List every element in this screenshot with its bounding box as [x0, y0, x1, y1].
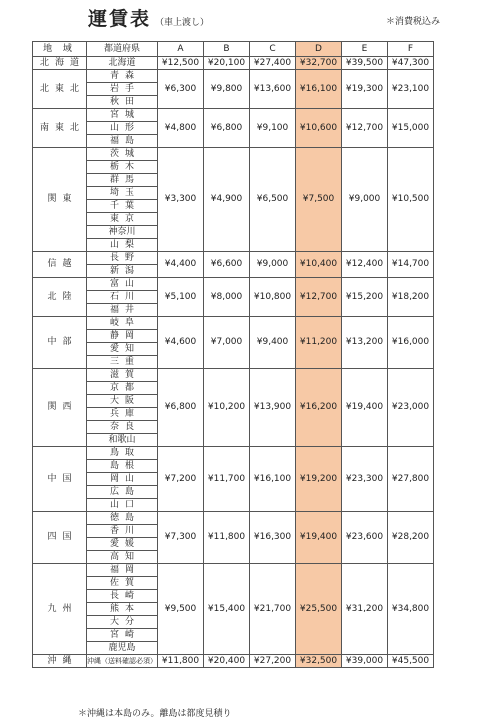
column-header: E	[342, 42, 388, 57]
rate-cell: ¥11,800	[158, 655, 204, 668]
prefecture-cell: 栃木	[87, 161, 158, 174]
prefecture-cell: 山口	[87, 499, 158, 512]
region-cell: 北陸	[33, 278, 87, 317]
table-row	[33, 512, 434, 525]
title-block	[88, 4, 209, 30]
prefecture-cell: 三重	[87, 356, 158, 369]
rate-cell: ¥4,600	[158, 317, 204, 369]
table-row	[33, 70, 434, 83]
region-cell: 北東北	[33, 70, 87, 109]
prefecture-cell: 滋賀	[87, 369, 158, 382]
region-cell: 中部	[33, 317, 87, 369]
rate-cell: ¥14,700	[388, 252, 434, 278]
rate-cell: ¥16,000	[388, 317, 434, 369]
rate-cell: ¥8,000	[204, 278, 250, 317]
rate-cell: ¥34,800	[388, 564, 434, 655]
table-row	[33, 252, 434, 265]
prefecture-cell: 鳥取	[87, 447, 158, 460]
prefecture-cell: 新潟	[87, 265, 158, 278]
column-header: F	[388, 42, 434, 57]
rate-cell: ¥7,500	[296, 148, 342, 252]
prefecture-cell: 奈良	[87, 421, 158, 434]
rate-cell: ¥45,500	[388, 655, 434, 668]
rate-cell: ¥27,800	[388, 447, 434, 512]
rate-table	[32, 41, 434, 668]
rate-cell: ¥19,200	[296, 447, 342, 512]
prefecture-cell: 岐阜	[87, 317, 158, 330]
rate-cell: ¥6,500	[250, 148, 296, 252]
rate-cell: ¥16,200	[296, 369, 342, 447]
rate-cell: ¥28,200	[388, 512, 434, 564]
rate-cell: ¥27,200	[250, 655, 296, 668]
prefecture-cell: 宮崎	[87, 629, 158, 642]
rate-cell: ¥23,600	[342, 512, 388, 564]
prefecture-cell: 福岡	[87, 564, 158, 577]
rate-cell: ¥7,300	[158, 512, 204, 564]
table-row	[33, 148, 434, 161]
table-header-row	[33, 42, 434, 57]
prefecture-cell: 岡山	[87, 473, 158, 486]
rate-cell: ¥15,000	[388, 109, 434, 148]
rate-cell: ¥6,800	[204, 109, 250, 148]
rate-cell: ¥32,700	[296, 57, 342, 70]
rate-cell: ¥23,300	[342, 447, 388, 512]
rate-cell: ¥10,500	[388, 148, 434, 252]
rate-cell: ¥11,700	[204, 447, 250, 512]
rate-cell: ¥15,400	[204, 564, 250, 655]
prefecture-cell: 宮城	[87, 109, 158, 122]
column-header: B	[204, 42, 250, 57]
rate-cell: ¥20,400	[204, 655, 250, 668]
prefecture-cell: 京都	[87, 382, 158, 395]
table-row	[33, 369, 434, 382]
region-cell: 四国	[33, 512, 87, 564]
rate-cell: ¥19,300	[342, 70, 388, 109]
prefecture-cell: 兵庫	[87, 408, 158, 421]
region-cell: 南東北	[33, 109, 87, 148]
rate-cell: ¥9,400	[250, 317, 296, 369]
prefecture-cell: 静岡	[87, 330, 158, 343]
rate-cell: ¥9,000	[250, 252, 296, 278]
rate-cell: ¥39,500	[342, 57, 388, 70]
table-row	[33, 278, 434, 291]
rate-cell: ¥6,600	[204, 252, 250, 278]
rate-cell: ¥9,500	[158, 564, 204, 655]
prefecture-cell: 茨城	[87, 148, 158, 161]
prefecture-cell: 千葉	[87, 200, 158, 213]
page-subtitle: （車上渡し）	[155, 18, 210, 28]
rate-cell: ¥9,000	[342, 148, 388, 252]
rate-cell: ¥23,000	[388, 369, 434, 447]
rate-cell: ¥16,100	[296, 70, 342, 109]
rate-cell: ¥32,500	[296, 655, 342, 668]
region-cell: 北海道	[33, 57, 87, 70]
prefecture-cell: 群馬	[87, 174, 158, 187]
prefecture-cell: 秋田	[87, 96, 158, 109]
prefecture-cell: 長崎	[87, 590, 158, 603]
rate-cell: ¥20,100	[204, 57, 250, 70]
page-title: 運賃表	[88, 8, 152, 30]
rate-cell: ¥31,200	[342, 564, 388, 655]
prefecture-cell: 愛知	[87, 343, 158, 356]
rate-cell: ¥6,800	[158, 369, 204, 447]
prefecture-cell: 埼玉	[87, 187, 158, 200]
prefecture-cell: 山形	[87, 122, 158, 135]
rate-cell: ¥11,800	[204, 512, 250, 564]
rate-cell: ¥4,900	[204, 148, 250, 252]
region-cell: 信越	[33, 252, 87, 278]
prefecture-cell: 東京	[87, 213, 158, 226]
prefecture-cell: 大分	[87, 616, 158, 629]
prefecture-cell: 佐賀	[87, 577, 158, 590]
table-row	[33, 564, 434, 577]
prefecture-cell: 広島	[87, 486, 158, 499]
prefecture-cell: 和歌山	[87, 434, 158, 447]
prefecture-cell: 沖縄（送料確認必須）	[87, 655, 158, 668]
rate-cell: ¥21,700	[250, 564, 296, 655]
rate-cell: ¥19,400	[342, 369, 388, 447]
region-cell: 関東	[33, 148, 87, 252]
region-cell: 関西	[33, 369, 87, 447]
rate-cell: ¥39,000	[342, 655, 388, 668]
table-row	[33, 655, 434, 668]
table-row	[33, 109, 434, 122]
prefecture-cell: 北海道	[87, 57, 158, 70]
prefecture-cell: 神奈川	[87, 226, 158, 239]
rate-cell: ¥5,100	[158, 278, 204, 317]
prefecture-cell: 石川	[87, 291, 158, 304]
column-header: D	[296, 42, 342, 57]
rate-cell: ¥10,600	[296, 109, 342, 148]
rate-cell: ¥9,100	[250, 109, 296, 148]
table-row	[33, 447, 434, 460]
prefecture-cell: 鹿児島	[87, 642, 158, 655]
table-body	[33, 57, 434, 668]
region-cell: 沖縄	[33, 655, 87, 668]
rate-cell: ¥10,800	[250, 278, 296, 317]
table-row	[33, 57, 434, 70]
rate-cell: ¥11,200	[296, 317, 342, 369]
prefecture-cell: 山梨	[87, 239, 158, 252]
rate-cell: ¥12,700	[296, 278, 342, 317]
table-row	[33, 317, 434, 330]
footnote: ＊沖縄は本島のみ。離島は都度見積り	[78, 709, 232, 719]
prefecture-cell: 徳島	[87, 512, 158, 525]
prefecture-cell: 大阪	[87, 395, 158, 408]
rate-cell: ¥3,300	[158, 148, 204, 252]
rate-cell: ¥9,800	[204, 70, 250, 109]
rate-cell: ¥12,400	[342, 252, 388, 278]
prefecture-cell: 島根	[87, 460, 158, 473]
column-header: 都道府県	[87, 42, 158, 57]
prefecture-cell: 富山	[87, 278, 158, 291]
rate-cell: ¥12,500	[158, 57, 204, 70]
rate-cell: ¥16,300	[250, 512, 296, 564]
rate-cell: ¥27,400	[250, 57, 296, 70]
prefecture-cell: 青森	[87, 70, 158, 83]
rate-cell: ¥13,200	[342, 317, 388, 369]
column-header: 地 域	[33, 42, 87, 57]
prefecture-cell: 岩手	[87, 83, 158, 96]
column-header: A	[158, 42, 204, 57]
rate-cell: ¥4,800	[158, 109, 204, 148]
rate-cell: ¥10,400	[296, 252, 342, 278]
rate-cell: ¥12,700	[342, 109, 388, 148]
prefecture-cell: 福島	[87, 135, 158, 148]
rate-cell: ¥6,300	[158, 70, 204, 109]
prefecture-cell: 熊本	[87, 603, 158, 616]
prefecture-cell: 愛媛	[87, 538, 158, 551]
prefecture-cell: 長野	[87, 252, 158, 265]
rate-cell: ¥7,200	[158, 447, 204, 512]
rate-cell: ¥4,400	[158, 252, 204, 278]
rate-cell: ¥23,100	[388, 70, 434, 109]
rate-cell: ¥13,900	[250, 369, 296, 447]
rate-cell: ¥13,600	[250, 70, 296, 109]
prefecture-cell: 香川	[87, 525, 158, 538]
rate-cell: ¥25,500	[296, 564, 342, 655]
tax-note: ＊消費税込み	[386, 17, 441, 27]
rate-cell: ¥19,400	[296, 512, 342, 564]
region-cell: 九州	[33, 564, 87, 655]
rate-cell: ¥15,200	[342, 278, 388, 317]
prefecture-cell: 高知	[87, 551, 158, 564]
rate-cell: ¥7,000	[204, 317, 250, 369]
rate-cell: ¥10,200	[204, 369, 250, 447]
rate-cell: ¥47,300	[388, 57, 434, 70]
column-header: C	[250, 42, 296, 57]
prefecture-cell: 福井	[87, 304, 158, 317]
region-cell: 中国	[33, 447, 87, 512]
rate-cell: ¥18,200	[388, 278, 434, 317]
rate-cell: ¥16,100	[250, 447, 296, 512]
